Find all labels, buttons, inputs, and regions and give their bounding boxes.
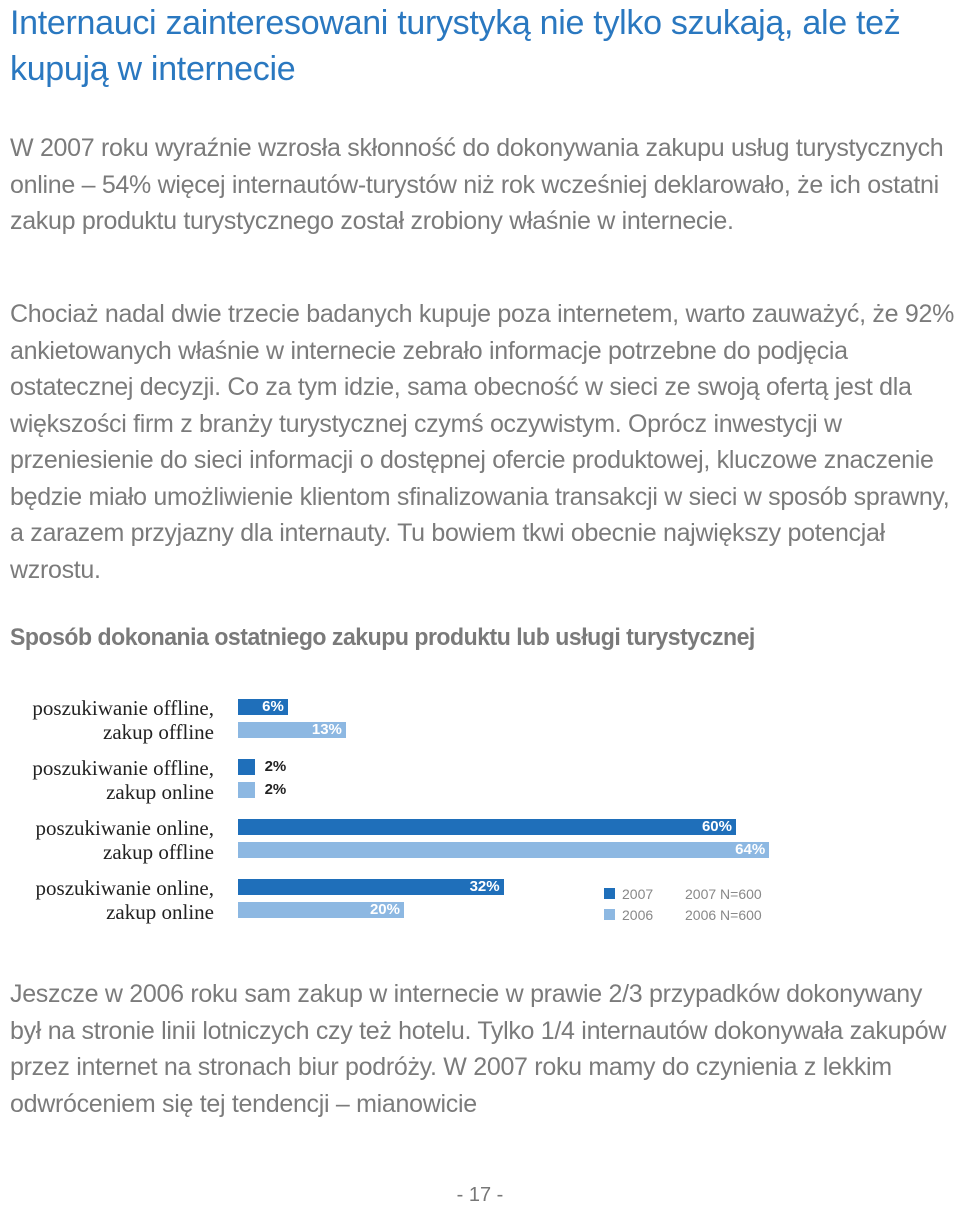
category-label-line: poszukiwanie offline, xyxy=(32,756,214,780)
category-label-line: zakup offline xyxy=(103,720,214,744)
bar-2006 xyxy=(238,842,769,858)
bar-value-label: 2% xyxy=(264,781,287,798)
legend-label: 2006 xyxy=(622,907,654,923)
legend-swatch-2007 xyxy=(604,888,615,899)
category-label-line: zakup offline xyxy=(103,840,214,864)
category-label xyxy=(0,696,214,744)
category-label xyxy=(0,876,214,924)
bar-2007 xyxy=(238,759,255,775)
category-label-line: zakup online xyxy=(106,780,214,804)
closing-paragraph: Jeszcze w 2006 roku sam zakup w internecie w prawie 2/3 przypadków dokonywany był na stronie linii lotniczych czy też hotelu. Tylko 1/4 internautów dokonywała zakupów przez internet na stronach biur podróży. W 2007 roku mamy do czynienia z lekkim odwróceniem się tej tendencji – mianowicie xyxy=(10,980,947,1118)
legend-label: 2007 xyxy=(622,886,654,902)
page-title: Internauci zainteresowani turystyką nie tylko szukają, ale też kupują w internecie xyxy=(10,4,901,88)
bar-2007 xyxy=(238,879,504,895)
page-number: - 17 - xyxy=(456,1184,504,1206)
body-paragraph: Chociaż nadal dwie trzecie badanych kupuje poza internetem, warto zauważyć, że 92% ankietowanych właśnie w internecie zebrało informacje potrzebne do podjęcia ostatecznej decyzji. Co za tym idzie, sama obecność w sieci ze swoją ofertą jest dla większości firm z branży turystycznej czymś oczywistym. Oprócz inwestycji w przeniesienie do sieci informacji o dostępnej ofercie produktowej, kluczowe znaczenie będzie miało umożliwienie klientom sfinalizowania transakcji w sieci w sposób sprawny, a zarazem przyjazny dla internauty. Tu bowiem tkwi obecnie największy potencjał wzrostu. xyxy=(10,300,954,584)
legend-note: 2007 N=600 xyxy=(685,886,762,902)
category-label-line: poszukiwanie online, xyxy=(35,816,214,840)
chart-title: Sposób dokonania ostatniego zakupu produktu lub usługi turystycznej xyxy=(10,624,755,651)
purchase-method-chart xyxy=(0,680,960,940)
category-label xyxy=(0,756,214,804)
bar-value-label: 6% xyxy=(262,698,284,715)
category-label-line: zakup online xyxy=(106,900,214,924)
legend-swatch-2006 xyxy=(604,909,615,920)
bar-value-label: 32% xyxy=(469,878,500,895)
bar-value-label: 60% xyxy=(701,818,732,835)
legend-note: 2006 N=600 xyxy=(685,907,762,923)
bar-2007 xyxy=(238,819,736,835)
category-label-line: poszukiwanie offline, xyxy=(32,696,214,720)
bar-2006 xyxy=(238,782,255,798)
bar-value-label: 64% xyxy=(735,841,766,858)
category-label xyxy=(0,816,214,864)
intro-paragraph: W 2007 roku wyraźnie wzrosła skłonność do dokonywania zakupu usług turystycznych online – 54% więcej internautów-turystów niż rok wcześniej deklarowało, że ich ostatni zakup produktu turystycznego został zrobiony właśnie w internecie. xyxy=(10,134,944,235)
bar-value-label: 2% xyxy=(264,758,287,775)
bar-value-label: 13% xyxy=(311,721,342,738)
category-label-line: poszukiwanie online, xyxy=(35,876,214,900)
bar-value-label: 20% xyxy=(369,901,400,918)
